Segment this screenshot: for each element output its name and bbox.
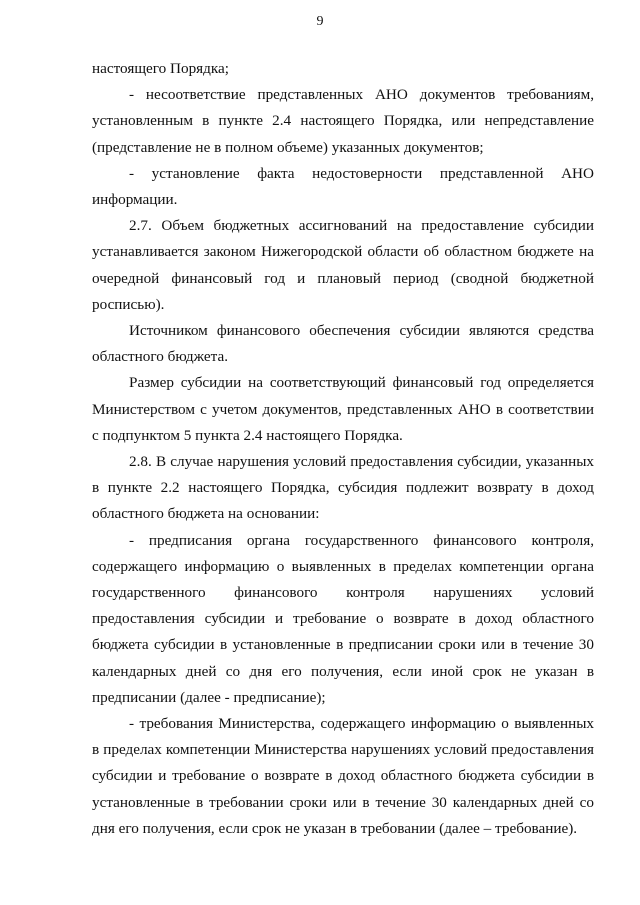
paragraph-section-2-7: 2.7. Объем бюджетных ассигнований на предоставление субсидии устанавливается законом Нижегородской области об областном бюджете на очередной финансовый год и плановый период (сводной бюджетной росписью). [92,217,594,313]
page-number: 9 [316,14,324,29]
paragraph-funding-source: Источником финансового обеспечения субсидии являются средства областного бюджета. [92,322,594,366]
paragraph-bullet-document-mismatch: - несоответствие представленных АНО документов требованиям, установленным в пункте 2.4 настоящего Порядка, или непредставление (представление не в полном объеме) указанных документов; [92,86,594,156]
paragraph-bullet-requirement: - требования Министерства, содержащего информацию о выявленных в пределах компетенции Министерства нарушениях условий предоставления субсидии и требование о возврате в доход областного бюджета субсидии в установленные в требовании сроки или в течение 30 календарных дней со дня его получения, если срок не указан в требовании (далее – требование). [92,715,594,837]
paragraph-subsidy-size: Размер субсидии на соответствующий финансовый год определяется Министерством с учетом документов, представленных АНО в соответствии с подпунктом 5 пункта 2.4 настоящего Порядка. [92,374,594,444]
paragraph-bullet-false-information: - установление факта недостоверности представленной АНО информации. [92,164,594,209]
paragraph-continuation: настоящего Порядка; [92,60,229,77]
paragraph-bullet-prescription: - предписания органа государственного финансового контроля, содержащего информацию о выявленных в пределах компетенции органа государственного финансового контроля нарушениях условий предоставления субсидии и требование о возврате в доход областного бюджета субсидии в установленные в предписании сроки или в течение 30 календарных дней со дня его получения, если иной срок не указан в предписании (далее - предписание); [92,531,594,706]
document-body [92,56,594,842]
paragraph-section-2-8: 2.8. В случае нарушения условий предоставления субсидии, указанных в пункте 2.2 настоящего Порядка, субсидия подлежит возврату в доход областного бюджета на основании: [92,453,594,523]
